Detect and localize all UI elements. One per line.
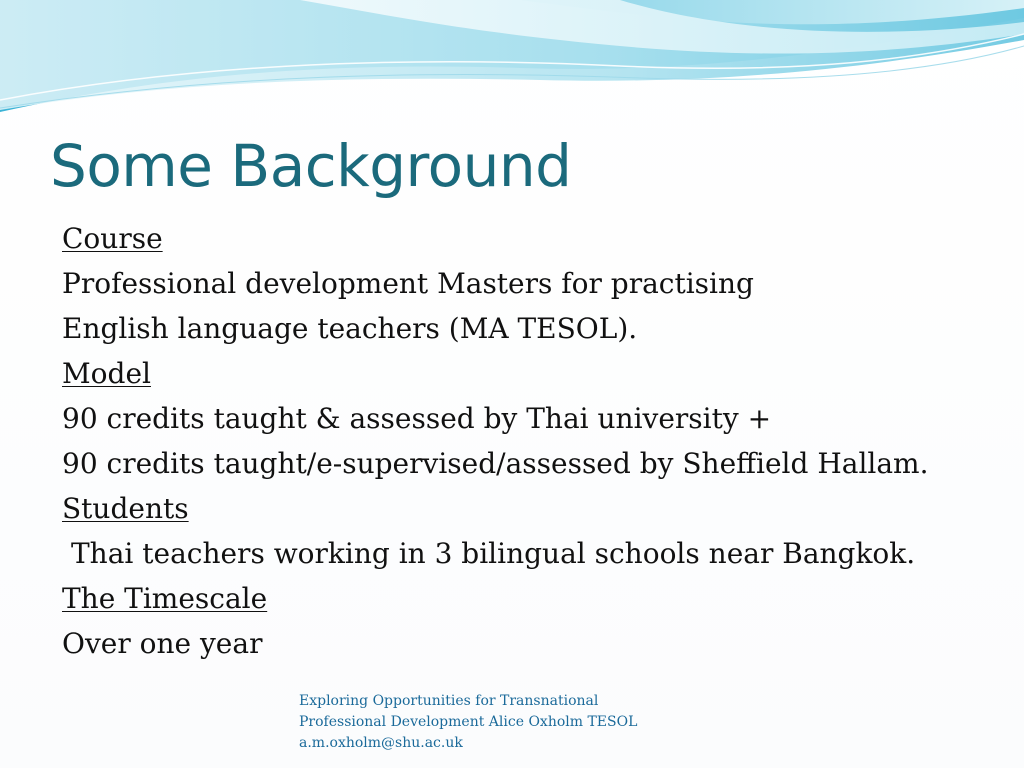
section-heading-course: Course: [62, 222, 163, 255]
model-line-2: 90 credits taught/e-supervised/assessed by Sheffield Hallam.: [62, 447, 929, 480]
footer-line-1: Exploring Opportunities for Transnational: [299, 693, 599, 709]
course-line-2: English language teachers (MA TESOL).: [62, 312, 638, 345]
slide-footer: [299, 691, 637, 754]
slide-body: [62, 216, 1012, 666]
model-line-1: 90 credits taught & assessed by Thai university +: [62, 402, 772, 435]
section-heading-timescale: The Timescale: [62, 582, 268, 615]
section-heading-students: Students: [62, 492, 189, 525]
timescale-line-1: Over one year: [62, 627, 263, 660]
header-wave-decoration: [0, 0, 1024, 140]
footer-email: a.m.oxholm@shu.ac.uk: [299, 735, 463, 751]
footer-line-2: Professional Development Alice Oxholm TESOL: [299, 714, 638, 730]
section-heading-model: Model: [62, 357, 151, 390]
slide-title: Some Background: [50, 132, 572, 200]
students-line-1: Thai teachers working in 3 bilingual schools near Bangkok.: [71, 537, 916, 570]
course-line-1: Professional development Masters for practising: [62, 267, 754, 300]
